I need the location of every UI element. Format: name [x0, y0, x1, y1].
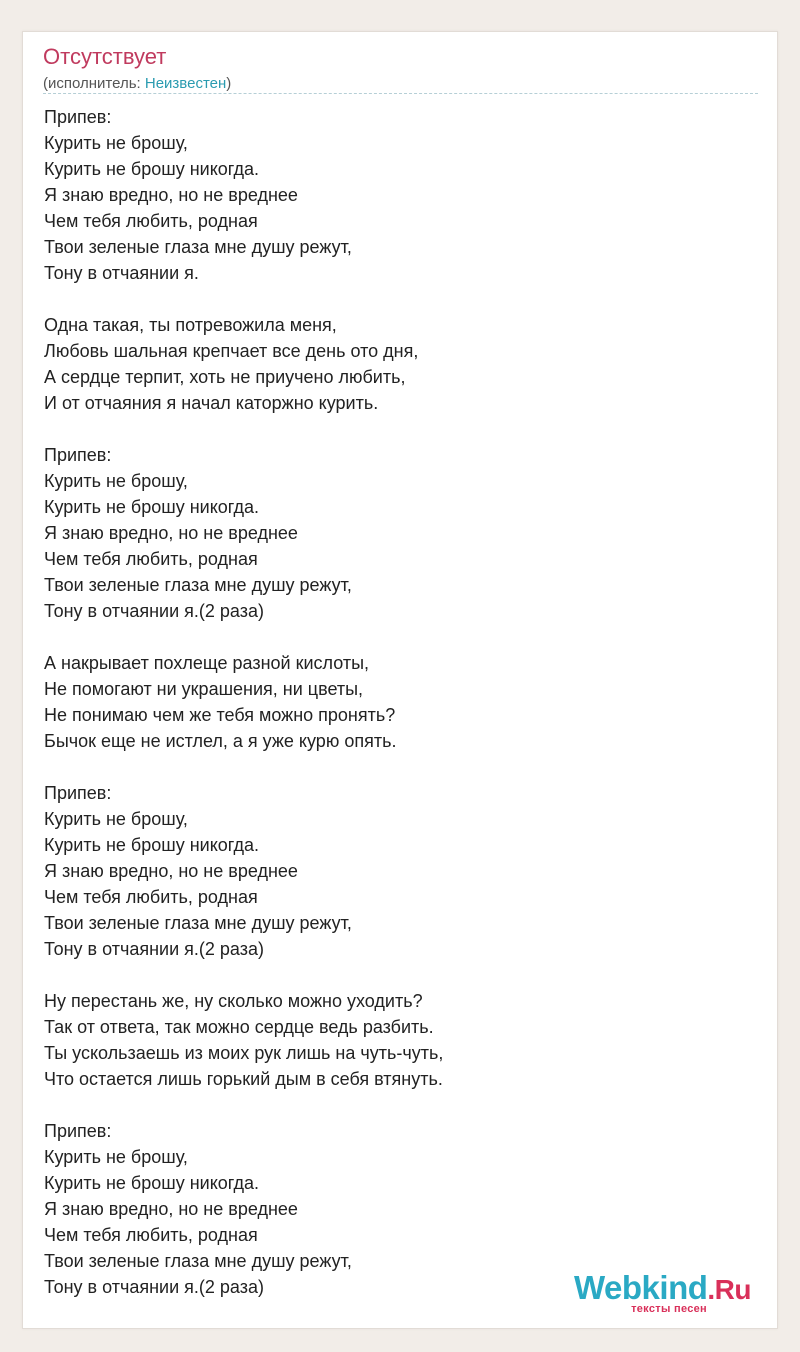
lyrics-line: Чем тебя любить, родная — [44, 1225, 258, 1245]
lyrics-line: Твои зеленые глаза мне душу режут, — [44, 237, 352, 257]
lyrics-line: Я знаю вредно, но не вреднее — [44, 185, 298, 205]
lyrics-line: Тону в отчаянии я. — [44, 263, 199, 283]
lyrics-line: Бычок еще не истлел, а я уже курю опять. — [44, 731, 397, 751]
lyrics-line: А сердце терпит, хоть не приучено любить, — [44, 367, 406, 387]
lyrics-line: Что остается лишь горький дым в себя втянуть. — [44, 1069, 443, 1089]
lyrics-line: Курить не брошу никогда. — [44, 1173, 260, 1193]
header-divider — [43, 93, 758, 94]
lyrics-line: Не понимаю чем же тебя можно пронять? — [44, 705, 396, 725]
lyrics-line: Припев: — [44, 445, 112, 465]
lyrics-line: Припев: — [44, 783, 112, 803]
lyrics-line: Припев: — [44, 107, 112, 127]
lyrics-line: Я знаю вредно, но не вреднее — [44, 1199, 298, 1219]
site-logo[interactable] — [551, 1269, 751, 1317]
lyrics-line: Курить не брошу, — [44, 133, 188, 153]
lyrics-line: Я знаю вредно, но не вреднее — [44, 523, 298, 543]
lyrics-line: Курить не брошу, — [44, 809, 188, 829]
lyrics-line: И от отчаяния я начал каторжно курить. — [44, 393, 379, 413]
logo-tagline: тексты песен — [631, 1303, 707, 1315]
lyrics-stanza — [44, 988, 744, 1092]
lyrics-line: Любовь шальная крепчает все день ото дня, — [44, 341, 419, 361]
lyrics-line: Твои зеленые глаза мне душу режут, — [44, 1251, 352, 1271]
lyrics-line: Тону в отчаянии я.(2 раза) — [44, 939, 264, 959]
lyrics-line: Не помогают ни украшения, ни цветы, — [44, 679, 364, 699]
lyrics-line: Курить не брошу никогда. — [44, 497, 260, 517]
artist-line — [43, 74, 231, 94]
lyrics-line: Ну перестань же, ну сколько можно уходить? — [44, 991, 423, 1011]
lyrics-text — [44, 104, 744, 1326]
lyrics-line: Так от ответа, так можно сердце ведь разбить. — [44, 1017, 434, 1037]
lyrics-line: Припев: — [44, 1121, 112, 1141]
artist-link[interactable]: Неизвестен — [144, 75, 227, 92]
lyrics-stanza — [44, 650, 744, 754]
lyrics-stanza — [44, 104, 744, 286]
lyrics-stanza — [44, 780, 744, 962]
lyrics-line: Я знаю вредно, но не вреднее — [44, 861, 298, 881]
lyrics-stanza — [44, 442, 744, 624]
lyrics-card — [22, 31, 778, 1329]
lyrics-line: Одна такая, ты потревожила меня, — [44, 315, 337, 335]
lyrics-line: А накрывает похлеще разной кислоты, — [44, 653, 370, 673]
logo-name: Webkind — [573, 1269, 708, 1306]
lyrics-line: Ты ускользаешь из моих рук лишь на чуть-чуть, — [44, 1043, 444, 1063]
artist-suffix: ) — [226, 75, 232, 92]
lyrics-stanza — [44, 312, 744, 416]
lyrics-line: Твои зеленые глаза мне душу режут, — [44, 913, 352, 933]
lyrics-line: Курить не брошу никогда. — [44, 835, 260, 855]
artist-prefix: (исполнитель: — [43, 75, 145, 92]
logo-tld: .Ru — [707, 1274, 751, 1305]
lyrics-line: Курить не брошу, — [44, 471, 188, 491]
lyrics-line: Чем тебя любить, родная — [44, 211, 258, 231]
lyrics-line: Чем тебя любить, родная — [44, 549, 258, 569]
lyrics-line: Тону в отчаянии я.(2 раза) — [44, 1277, 264, 1297]
song-title: Отсутствует — [43, 44, 167, 69]
lyrics-line: Чем тебя любить, родная — [44, 887, 258, 907]
lyrics-line: Курить не брошу никогда. — [44, 159, 260, 179]
lyrics-line: Тону в отчаянии я.(2 раза) — [44, 601, 264, 621]
lyrics-line: Твои зеленые глаза мне душу режут, — [44, 575, 352, 595]
lyrics-line: Курить не брошу, — [44, 1147, 188, 1167]
